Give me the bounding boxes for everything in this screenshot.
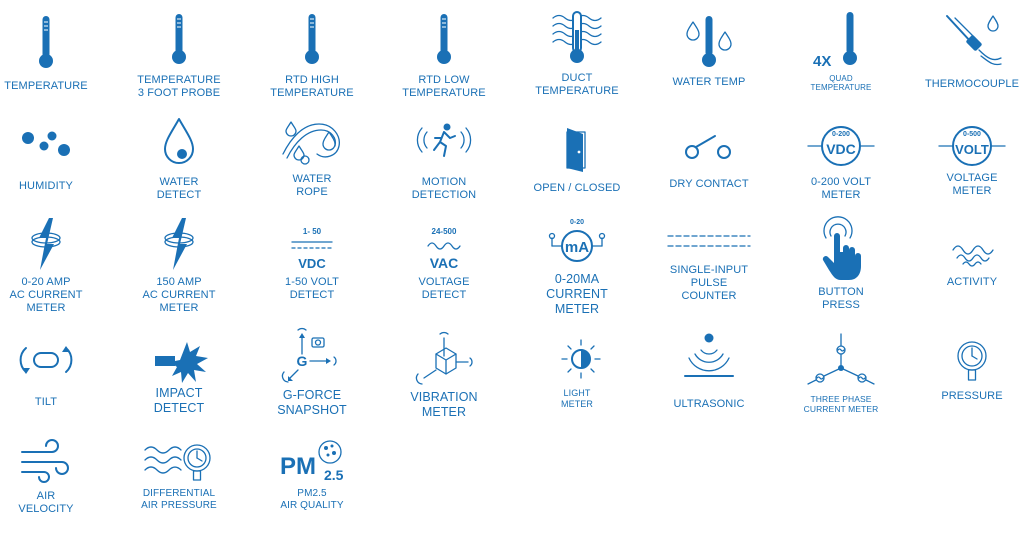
- sensor-label: WATER ROPE: [292, 173, 332, 198]
- sensor-duct-temperature: [513, 10, 641, 98]
- differential-pressure-icon: [141, 440, 217, 484]
- light-meter-icon: [552, 336, 602, 382]
- sensor-label: SINGLE-INPUT PULSE COUNTER: [669, 264, 749, 302]
- g-label: G: [296, 353, 308, 369]
- sensor-label: HUMIDITY: [19, 180, 73, 192]
- unit-label: VDC: [298, 256, 326, 271]
- sensor-label: VOLTAGE DETECT: [418, 276, 470, 301]
- sensor-label: IMPACT DETECT: [153, 386, 205, 415]
- pressure-gauge-icon: [950, 338, 994, 384]
- sensor-water-temp: [645, 12, 773, 89]
- sensor-label: AIR VELOCITY: [18, 490, 74, 515]
- pm25-icon: [274, 436, 350, 486]
- sensor-150-amp-current-meter: [115, 216, 243, 315]
- sensor-label: VIBRATION METER: [410, 390, 478, 419]
- range-label: 0-20: [569, 219, 585, 226]
- sensor-voltage-meter: [908, 122, 1024, 198]
- button-press-icon: [816, 222, 866, 282]
- sensor-activity: [908, 238, 1024, 289]
- quad-count: 4X: [813, 53, 832, 70]
- range-label: 1- 50: [302, 227, 322, 236]
- thermometer-icon: [26, 14, 66, 70]
- sensor-rtd-high-temperature: [248, 12, 376, 100]
- quad-thermometer-icon: [811, 10, 871, 70]
- sensor-button-press: [777, 222, 905, 312]
- sensor-pm25-air-quality: [248, 436, 376, 512]
- sensor-motion-detection: [380, 118, 508, 202]
- sensor-label: THREE PHASE CURRENT METER: [803, 394, 879, 415]
- volt-meter-icon: [806, 122, 876, 166]
- sensor-label: QUAD TEMPERATURE: [810, 74, 872, 93]
- sensor-voltage-detect: [380, 226, 508, 302]
- unit-label: VDC: [826, 141, 856, 157]
- three-phase-icon: [806, 332, 876, 390]
- sensor-0-200-volt-meter: [777, 122, 905, 202]
- sensor-temperature: [0, 14, 110, 93]
- sensor-label: DIFFERENTIAL AIR PRESSURE: [141, 488, 217, 511]
- sensor-air-velocity: [0, 440, 110, 516]
- sensor-label: TILT: [34, 396, 58, 408]
- water-rope-icon: [277, 114, 347, 170]
- sensor-label: THERMOCOUPLE: [924, 78, 1020, 90]
- sensor-label: 150 AMP AC CURRENT METER: [142, 276, 216, 314]
- g-force-icon: [280, 326, 344, 386]
- sensor-label: TEMPERATURE 3 FOOT PROBE: [137, 74, 221, 99]
- unit-label: mA: [564, 239, 590, 256]
- thermometer-icon: [424, 12, 464, 66]
- humidity-dots-icon: [18, 126, 74, 162]
- sensor-label: PM2.5 AIR QUALITY: [280, 488, 344, 511]
- water-drop-icon: [159, 116, 199, 168]
- sensor-water-rope: [248, 114, 376, 199]
- sensor-three-phase-current-meter: [777, 332, 905, 414]
- sensor-1-50-volt-detect: [248, 226, 376, 302]
- milliamp-meter-icon: [542, 216, 612, 268]
- sensor-thermocouple: [908, 12, 1024, 91]
- sensor-label: PRESSURE: [941, 390, 1003, 402]
- thermometer-icon: [159, 12, 199, 66]
- sensor-pressure: [908, 338, 1024, 403]
- sensor-temperature-3ft-probe: [115, 12, 243, 100]
- sensor-label: 1-50 VOLT DETECT: [285, 276, 339, 301]
- vdc-icon: [282, 226, 342, 272]
- impact-icon: [149, 340, 209, 382]
- sensor-dry-contact: [645, 130, 773, 191]
- air-velocity-icon: [16, 440, 76, 484]
- pm-label: PM: [280, 453, 316, 480]
- sensor-0-20ma-current-meter: [513, 216, 641, 316]
- sensor-label: WATER TEMP: [672, 76, 746, 88]
- sensor-label: OPEN / CLOSED: [533, 182, 621, 194]
- sensor-vibration-meter: [380, 330, 508, 420]
- sensor-label: G-FORCE SNAPSHOT: [277, 388, 347, 417]
- sensor-single-input-pulse-counter: [645, 230, 773, 303]
- sensor-label: ACTIVITY: [946, 276, 998, 288]
- sensor-label: MOTION DETECTION: [411, 176, 477, 201]
- sensor-tilt: [0, 340, 110, 409]
- sensor-label: ULTRASONIC: [673, 398, 745, 410]
- sensor-humidity: [0, 126, 110, 193]
- sensor-rtd-low-temperature: [380, 12, 508, 100]
- range-label: 24-500: [431, 227, 457, 236]
- sensor-label: WATER DETECT: [156, 176, 202, 201]
- running-person-icon: [412, 118, 476, 166]
- sensor-label: BUTTON PRESS: [818, 286, 864, 311]
- sensor-label: 0-20MA CURRENT METER: [546, 272, 608, 316]
- sensor-label: 0-200 VOLT METER: [810, 176, 872, 201]
- door-icon: [557, 124, 597, 172]
- range-label: 0-200: [832, 131, 850, 138]
- sensor-label: DUCT TEMPERATURE: [535, 72, 619, 97]
- sensor-impact-detect: [115, 340, 243, 416]
- unit-label: VAC: [429, 255, 459, 271]
- sensor-label: VOLTAGE METER: [946, 172, 998, 197]
- range-label: 0-500: [963, 131, 981, 138]
- sensor-ultrasonic: [645, 330, 773, 411]
- sensor-label: LIGHT METER: [561, 388, 593, 409]
- pm-size-label: 2.5: [324, 467, 344, 483]
- sensor-label: RTD HIGH TEMPERATURE: [270, 74, 354, 99]
- sensor-label: DRY CONTACT: [669, 178, 749, 190]
- vibration-icon: [412, 330, 476, 386]
- current-clamp-icon: [157, 216, 201, 272]
- sensor-light-meter: [513, 336, 641, 409]
- sensor-label: 0-20 AMP AC CURRENT METER: [9, 276, 83, 314]
- vac-icon: [414, 226, 474, 272]
- sensor-0-20-amp-current-meter: [0, 216, 110, 315]
- sensor-label: RTD LOW TEMPERATURE: [402, 74, 486, 99]
- unit-label: VOLT: [955, 142, 989, 157]
- volt-meter-icon: [937, 122, 1007, 166]
- duct-thermometer-icon: [549, 10, 605, 66]
- sensor-label: TEMPERATURE: [4, 80, 88, 92]
- thermometer-icon: [292, 12, 332, 66]
- ultrasonic-icon: [679, 330, 739, 382]
- switch-icon: [679, 130, 739, 166]
- tilt-icon: [16, 340, 76, 380]
- sensor-differential-air-pressure: [115, 440, 243, 512]
- pulse-counter-icon: [664, 230, 754, 254]
- activity-wave-icon: [947, 238, 997, 268]
- sensor-open-closed: [513, 124, 641, 195]
- thermocouple-icon: [937, 12, 1007, 72]
- current-clamp-icon: [24, 216, 68, 272]
- sensor-water-detect: [115, 116, 243, 202]
- sensor-g-force-snapshot: [248, 326, 376, 418]
- water-temp-icon: [681, 12, 737, 70]
- sensor-quad-temperature: [777, 10, 905, 93]
